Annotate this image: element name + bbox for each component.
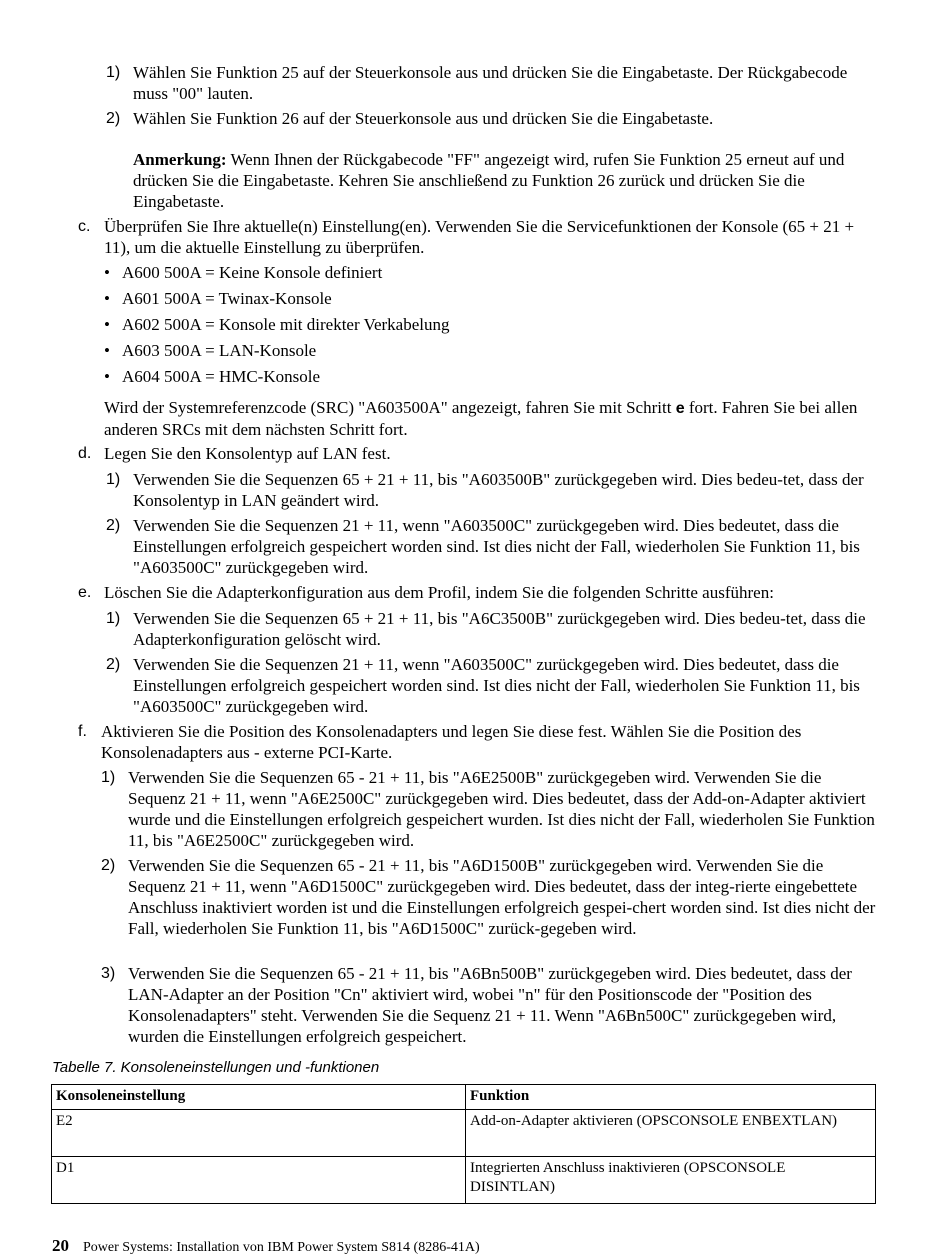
step-text: Wählen Sie Funktion 25 auf der Steuerkonsole aus und drücken Sie die Eingabetaste. Der Rückgabecode muss "00" lauten. (133, 63, 848, 103)
table-cell-setting: E2 (52, 1110, 466, 1157)
step-text: Legen Sie den Konsolentyp auf LAN fest. (104, 444, 391, 463)
c-followup-text-2: fort. Fahren Sie bei allen anderen SRCs mit dem nächsten Schritt fort. (104, 398, 858, 439)
table-cell-function: Add-on-Adapter aktivieren (OPSCONSOLE ENBEXTLAN) (466, 1110, 876, 1157)
bullet-item: A603 500A = LAN-Konsole (122, 341, 317, 360)
list-marker: 1) (106, 64, 121, 81)
console-settings-table (51, 1084, 876, 1204)
table-caption: Tabelle 7. Konsoleneinstellungen und -funktionen (52, 1059, 380, 1076)
step-text: Verwenden Sie die Sequenzen 65 + 21 + 11, bis "A6C3500B" zurückgegeben wird. Dies bedeu-tet, dass die Adapterkonfiguration gelöscht wird. (133, 609, 866, 649)
table-header-row (52, 1085, 876, 1110)
list-marker: 1) (101, 769, 116, 786)
step-text: Wählen Sie Funktion 26 auf der Steuerkonsole aus und drücken Sie die Eingabetaste. (133, 109, 714, 128)
step-reference-e: e (675, 400, 685, 417)
table-header-setting: Konsoleneinstellung (52, 1085, 466, 1110)
step-text: Verwenden Sie die Sequenzen 65 - 21 + 11, bis "A6Bn500B" zurückgegeben wird. Dies bedeutet, dass der LAN-Adapter an der Position "Cn" aktiviert wird, wobei "n" für den Positionscode der "Position des Konsolenadapters" steht. Verwenden Sie die Sequenz 21 + 11. Wenn "A6Bn500C" zurückgegeben wird, wurden die Einstellungen erfolgreich gespeichert. (128, 964, 852, 1046)
table-header-function: Funktion (466, 1085, 876, 1110)
bullet-symbol: • (104, 367, 110, 386)
bullet-symbol: • (104, 289, 110, 308)
step-text: Verwenden Sie die Sequenzen 65 - 21 + 11, bis "A6E2500B" zurückgegeben wird. Verwenden Sie die Sequenz 21 + 11, wenn "A6E2500C" zurückgegeben wird. Dies bedeutet, dass der Add-on-Adapter aktiviert wurde und die Einstellungen erfolgreich gespeichert wurden. Ist dies nicht der Fall, wiederholen Sie Funktion 11, bis "A6E2500C" zurückgegeben wird. (128, 768, 875, 850)
list-marker: 2) (106, 656, 121, 673)
list-marker: 2) (106, 517, 121, 534)
bullet-item: A601 500A = Twinax-Konsole (122, 289, 332, 308)
bullet-symbol: • (104, 315, 110, 334)
list-marker: 1) (106, 610, 121, 627)
bullet-symbol: • (104, 341, 110, 360)
step-text: Verwenden Sie die Sequenzen 21 + 11, wenn "A603500C" zurückgegeben wird. Dies bedeutet, dass die Einstellungen erfolgreich gespeichert worden sind. Ist dies nicht der Fall, wiederholen Sie Funktion 11, bis "A603500C" zurückgegeben wird. (133, 516, 860, 577)
bullet-item: A602 500A = Konsole mit direkter Verkabelung (122, 315, 450, 334)
note-label: Anmerkung: (133, 150, 227, 169)
list-marker: d. (78, 445, 92, 462)
footer-title: Power Systems: Installation von IBM Power System S814 (8286-41A) (83, 1240, 480, 1255)
page-number: 20 (52, 1236, 69, 1255)
list-marker: 2) (106, 110, 121, 127)
table-cell-setting: D1 (52, 1157, 466, 1204)
list-marker: 3) (101, 965, 116, 982)
note-text: Wenn Ihnen der Rückgabecode "FF" angezeigt wird, rufen Sie Funktion 25 erneut auf und drücken Sie die Eingabetaste. Kehren Sie anschließend zu Funktion 26 zurück und drücken Sie die Eingabetaste. (133, 150, 845, 211)
bullet-item: A604 500A = HMC-Konsole (122, 367, 321, 386)
step-text: Löschen Sie die Adapterkonfiguration aus dem Profil, indem Sie die folgenden Schritte ausführen: (104, 583, 774, 602)
list-marker: 1) (106, 471, 121, 488)
step-text: Verwenden Sie die Sequenzen 65 - 21 + 11, bis "A6D1500B" zurückgegeben wird. Verwenden Sie die Sequenz 21 + 11, wenn "A6D1500C" zurückgegeben wird. Dies bedeutet, dass der integ-rierte eingebettete Anschluss inaktiviert worden ist und die Einstellungen erfolgreich gespei-chert worden sind. Ist dies nicht der Fall, wiederholen Sie Funktion 11, bis "A6D1500C" zurück-gegeben wird. (128, 856, 876, 938)
table-cell-function: Integrierten Anschluss inaktivieren (OPSCONSOLE DISINTLAN) (466, 1157, 876, 1204)
note-paragraph (133, 149, 878, 212)
page-footer (52, 1236, 480, 1256)
c-followup-text-1: Wird der Systemreferenzcode (SRC) "A603500A" angezeigt, fahren Sie mit Schritt (104, 398, 676, 417)
list-marker: e. (78, 584, 92, 601)
bullet-symbol: • (104, 263, 110, 282)
list-marker: 2) (101, 857, 116, 874)
table-row (52, 1157, 876, 1204)
c-followup-paragraph (104, 397, 876, 440)
step-text: Verwenden Sie die Sequenzen 65 + 21 + 11, bis "A603500B" zurückgegeben wird. Dies bedeu-tet, dass der Konsolentyp in LAN geändert wird. (133, 470, 864, 510)
table-row (52, 1110, 876, 1157)
step-text: Überprüfen Sie Ihre aktuelle(n) Einstellung(en). Verwenden Sie die Servicefunktionen der Konsole (65 + 21 + 11), um die aktuelle Einstellung zu überprüfen. (104, 217, 855, 257)
step-text: Aktivieren Sie die Position des Konsolenadapters und legen Sie diese fest. Wählen Sie die Position des Konsolenadapters aus - externe PCI-Karte. (101, 722, 802, 762)
step-text: Verwenden Sie die Sequenzen 21 + 11, wenn "A603500C" zurückgegeben wird. Dies bedeutet, dass die Einstellungen erfolgreich gespeichert worden sind. Ist dies nicht der Fall, wiederholen Sie Funktion 11, bis "A603500C" zurückgegeben wird. (133, 655, 860, 716)
list-marker: c. (78, 218, 91, 235)
list-marker: f. (78, 723, 87, 740)
bullet-item: A600 500A = Keine Konsole definiert (122, 263, 383, 282)
